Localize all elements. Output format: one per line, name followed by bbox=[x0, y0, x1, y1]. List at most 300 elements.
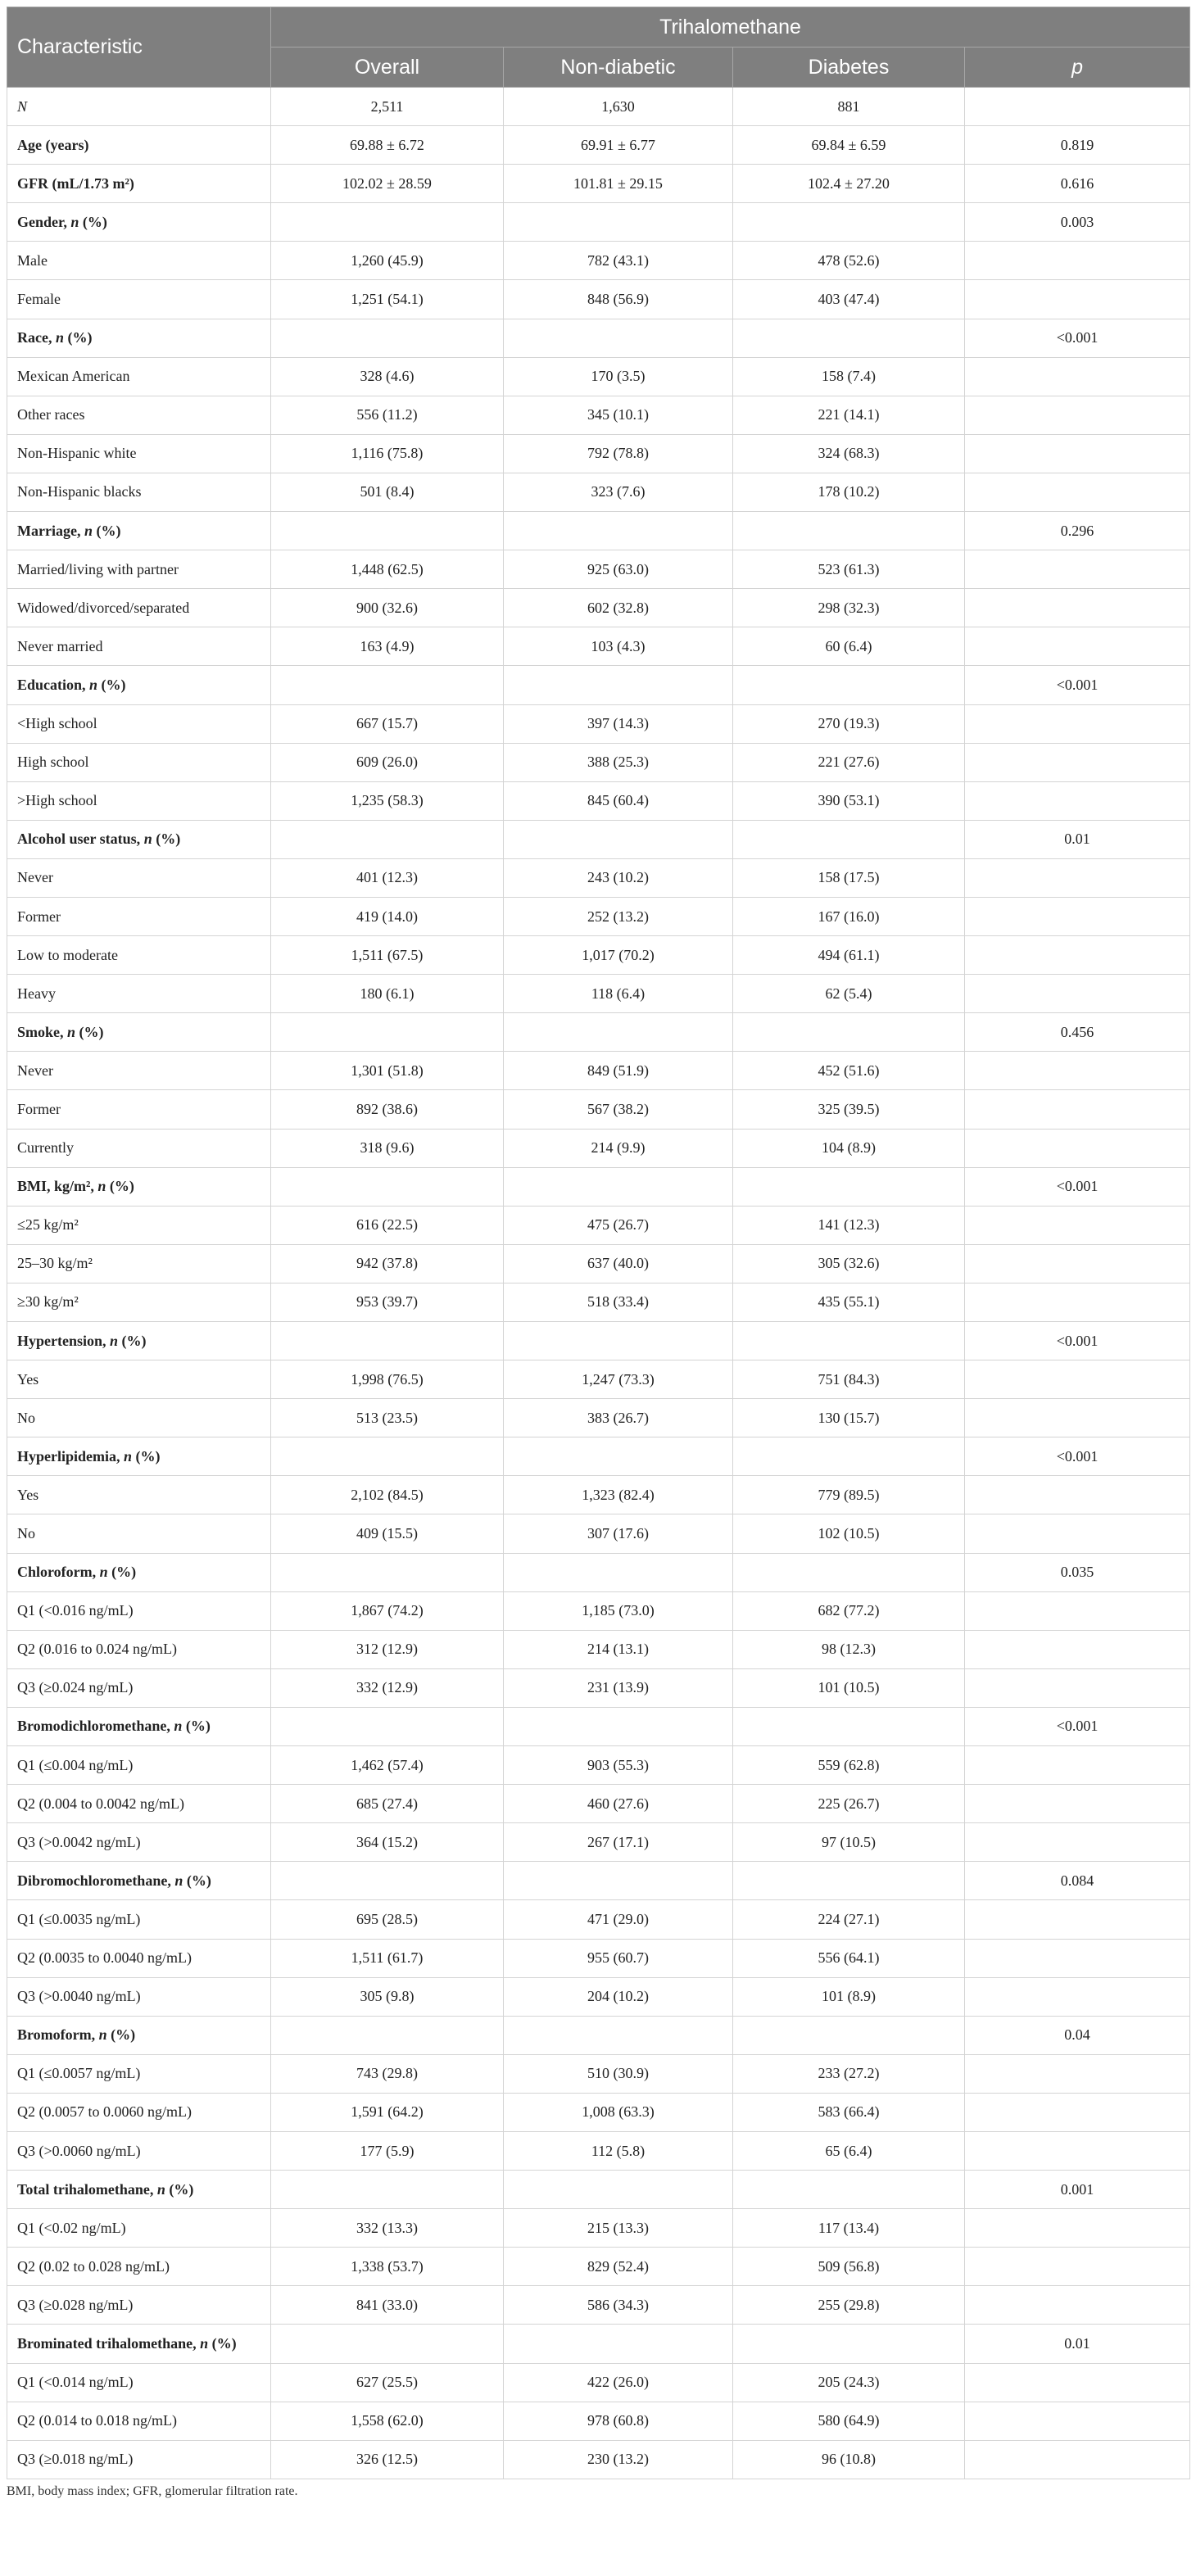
cell-diabetes bbox=[733, 1167, 965, 1206]
cell-non-diabetic: 422 (26.0) bbox=[504, 2363, 733, 2402]
table-row bbox=[7, 2325, 1190, 2363]
row-label: Widowed/divorced/separated bbox=[7, 589, 271, 627]
cell-non-diabetic bbox=[504, 1707, 733, 1745]
cell-non-diabetic: 460 (27.6) bbox=[504, 1785, 733, 1823]
table-row bbox=[7, 2440, 1190, 2479]
cell-diabetes: 324 (68.3) bbox=[733, 434, 965, 473]
cell-overall: 1,301 (51.8) bbox=[271, 1052, 504, 1090]
cell-p-value bbox=[965, 2054, 1190, 2093]
cell-p-value bbox=[965, 975, 1190, 1013]
cell-overall bbox=[271, 203, 504, 242]
table-row bbox=[7, 2016, 1190, 2054]
cell-non-diabetic: 204 (10.2) bbox=[504, 1977, 733, 2016]
cell-overall: 401 (12.3) bbox=[271, 858, 504, 897]
cell-p-value bbox=[965, 1977, 1190, 2016]
cell-diabetes: 233 (27.2) bbox=[733, 2054, 965, 2093]
row-label: Q3 (≥0.024 ng/mL) bbox=[7, 1668, 271, 1707]
cell-diabetes: 305 (32.6) bbox=[733, 1244, 965, 1283]
cell-overall bbox=[271, 1707, 504, 1745]
table-row bbox=[7, 975, 1190, 1013]
table-row bbox=[7, 1360, 1190, 1399]
cell-p-value bbox=[965, 2402, 1190, 2440]
cell-p-value bbox=[965, 1900, 1190, 1939]
table-row bbox=[7, 203, 1190, 242]
cell-diabetes: 69.84 ± 6.59 bbox=[733, 126, 965, 165]
table-row bbox=[7, 1437, 1190, 1476]
row-label: No bbox=[7, 1514, 271, 1553]
row-label: Alcohol user status, n (%) bbox=[7, 820, 271, 858]
row-label: Gender, n (%) bbox=[7, 203, 271, 242]
cell-p-value bbox=[965, 1476, 1190, 1514]
cell-overall: 685 (27.4) bbox=[271, 1785, 504, 1823]
cell-diabetes: 104 (8.9) bbox=[733, 1129, 965, 1167]
row-label: Age (years) bbox=[7, 126, 271, 165]
cell-non-diabetic: 510 (30.9) bbox=[504, 2054, 733, 2093]
cell-p-value: 0.084 bbox=[965, 1862, 1190, 1900]
cell-overall: 1,511 (61.7) bbox=[271, 1939, 504, 1977]
cell-non-diabetic: 231 (13.9) bbox=[504, 1668, 733, 1707]
cell-diabetes: 141 (12.3) bbox=[733, 1206, 965, 1244]
cell-overall: 332 (12.9) bbox=[271, 1668, 504, 1707]
cell-overall: 177 (5.9) bbox=[271, 2131, 504, 2170]
cell-diabetes: 205 (24.3) bbox=[733, 2363, 965, 2402]
row-label: Hyperlipidemia, n (%) bbox=[7, 1437, 271, 1476]
cell-p-value bbox=[965, 2248, 1190, 2286]
cell-p-value bbox=[965, 1785, 1190, 1823]
table-row bbox=[7, 1862, 1190, 1900]
cell-p-value bbox=[965, 1283, 1190, 1321]
cell-diabetes bbox=[733, 2016, 965, 2054]
cell-non-diabetic: 252 (13.2) bbox=[504, 897, 733, 935]
cell-p-value: <0.001 bbox=[965, 1322, 1190, 1360]
table-row bbox=[7, 2209, 1190, 2248]
cell-non-diabetic bbox=[504, 2325, 733, 2363]
cell-non-diabetic bbox=[504, 2016, 733, 2054]
row-label: Q2 (0.004 to 0.0042 ng/mL) bbox=[7, 1785, 271, 1823]
cell-overall: 1,448 (62.5) bbox=[271, 550, 504, 589]
cell-p-value bbox=[965, 1090, 1190, 1129]
cell-non-diabetic bbox=[504, 319, 733, 357]
cell-diabetes: 881 bbox=[733, 88, 965, 126]
row-label: Bromodichloromethane, n (%) bbox=[7, 1707, 271, 1745]
cell-non-diabetic bbox=[504, 203, 733, 242]
cell-p-value bbox=[965, 1514, 1190, 1553]
cell-overall: 1,462 (57.4) bbox=[271, 1746, 504, 1785]
cell-overall: 318 (9.6) bbox=[271, 1129, 504, 1167]
cell-diabetes: 779 (89.5) bbox=[733, 1476, 965, 1514]
cell-diabetes: 221 (14.1) bbox=[733, 396, 965, 434]
table-row bbox=[7, 1129, 1190, 1167]
cell-overall: 609 (26.0) bbox=[271, 743, 504, 781]
row-label: Education, n (%) bbox=[7, 666, 271, 704]
table-row bbox=[7, 319, 1190, 357]
cell-non-diabetic bbox=[504, 1013, 733, 1052]
cell-diabetes: 556 (64.1) bbox=[733, 1939, 965, 1977]
cell-diabetes: 98 (12.3) bbox=[733, 1630, 965, 1668]
cell-non-diabetic: 1,008 (63.3) bbox=[504, 2093, 733, 2131]
row-label: Chloroform, n (%) bbox=[7, 1553, 271, 1591]
cell-diabetes: 523 (61.3) bbox=[733, 550, 965, 589]
cell-p-value bbox=[965, 242, 1190, 280]
cell-non-diabetic bbox=[504, 1553, 733, 1591]
cell-p-value bbox=[965, 2363, 1190, 2402]
row-label: Q3 (>0.0040 ng/mL) bbox=[7, 1977, 271, 2016]
row-label: Brominated trihalomethane, n (%) bbox=[7, 2325, 271, 2363]
cell-overall bbox=[271, 1322, 504, 1360]
cell-overall: 942 (37.8) bbox=[271, 1244, 504, 1283]
row-label: Never bbox=[7, 858, 271, 897]
cell-overall: 1,511 (67.5) bbox=[271, 936, 504, 975]
table-row bbox=[7, 936, 1190, 975]
table-row bbox=[7, 1591, 1190, 1630]
table-row bbox=[7, 357, 1190, 396]
cell-non-diabetic: 602 (32.8) bbox=[504, 589, 733, 627]
table-row bbox=[7, 1823, 1190, 1862]
cell-non-diabetic bbox=[504, 1322, 733, 1360]
cell-p-value bbox=[965, 88, 1190, 126]
table-row bbox=[7, 126, 1190, 165]
cell-p-value bbox=[965, 1630, 1190, 1668]
cell-diabetes: 224 (27.1) bbox=[733, 1900, 965, 1939]
cell-p-value bbox=[965, 1399, 1190, 1437]
table-row bbox=[7, 1746, 1190, 1785]
cell-overall: 305 (9.8) bbox=[271, 1977, 504, 2016]
cell-overall: 743 (29.8) bbox=[271, 2054, 504, 2093]
table-row bbox=[7, 704, 1190, 743]
table-row bbox=[7, 396, 1190, 434]
table-row bbox=[7, 1090, 1190, 1129]
cell-diabetes: 65 (6.4) bbox=[733, 2131, 965, 2170]
cell-diabetes: 270 (19.3) bbox=[733, 704, 965, 743]
cell-diabetes: 390 (53.1) bbox=[733, 781, 965, 820]
table-row bbox=[7, 165, 1190, 203]
table-row bbox=[7, 242, 1190, 280]
row-label: Smoke, n (%) bbox=[7, 1013, 271, 1052]
cell-diabetes bbox=[733, 1013, 965, 1052]
cell-overall: 627 (25.5) bbox=[271, 2363, 504, 2402]
table-body bbox=[7, 88, 1190, 2479]
cell-p-value bbox=[965, 1668, 1190, 1707]
cell-p-value bbox=[965, 2209, 1190, 2248]
cell-non-diabetic: 215 (13.3) bbox=[504, 2209, 733, 2248]
table-row bbox=[7, 1206, 1190, 1244]
table-row bbox=[7, 2054, 1190, 2093]
cell-p-value bbox=[965, 1206, 1190, 1244]
cell-non-diabetic: 112 (5.8) bbox=[504, 2131, 733, 2170]
row-label: Hypertension, n (%) bbox=[7, 1322, 271, 1360]
row-label: Other races bbox=[7, 396, 271, 434]
cell-overall: 1,116 (75.8) bbox=[271, 434, 504, 473]
cell-overall bbox=[271, 1013, 504, 1052]
cell-non-diabetic: 848 (56.9) bbox=[504, 280, 733, 319]
cell-p-value bbox=[965, 704, 1190, 743]
cell-overall: 102.02 ± 28.59 bbox=[271, 165, 504, 203]
row-label: Dibromochloromethane, n (%) bbox=[7, 1862, 271, 1900]
cell-p-value bbox=[965, 550, 1190, 589]
cell-non-diabetic bbox=[504, 512, 733, 550]
cell-diabetes: 225 (26.7) bbox=[733, 1785, 965, 1823]
cell-p-value: <0.001 bbox=[965, 1167, 1190, 1206]
cell-overall: 69.88 ± 6.72 bbox=[271, 126, 504, 165]
cell-overall bbox=[271, 820, 504, 858]
cell-diabetes: 580 (64.9) bbox=[733, 2402, 965, 2440]
cell-p-value bbox=[965, 589, 1190, 627]
cell-overall: 180 (6.1) bbox=[271, 975, 504, 1013]
cell-diabetes bbox=[733, 2171, 965, 2209]
cell-p-value: 0.001 bbox=[965, 2171, 1190, 2209]
cell-overall: 667 (15.7) bbox=[271, 704, 504, 743]
row-label: Q2 (0.0035 to 0.0040 ng/mL) bbox=[7, 1939, 271, 1977]
cell-diabetes: 102 (10.5) bbox=[733, 1514, 965, 1553]
cell-diabetes: 509 (56.8) bbox=[733, 2248, 965, 2286]
cell-non-diabetic: 792 (78.8) bbox=[504, 434, 733, 473]
cell-p-value: 0.035 bbox=[965, 1553, 1190, 1591]
cell-non-diabetic: 214 (13.1) bbox=[504, 1630, 733, 1668]
cell-overall bbox=[271, 1862, 504, 1900]
row-label: Female bbox=[7, 280, 271, 319]
row-label: Q3 (≥0.028 ng/mL) bbox=[7, 2286, 271, 2325]
cell-overall: 2,102 (84.5) bbox=[271, 1476, 504, 1514]
row-label: Mexican American bbox=[7, 357, 271, 396]
cell-diabetes bbox=[733, 1707, 965, 1745]
cell-overall: 1,235 (58.3) bbox=[271, 781, 504, 820]
table-row bbox=[7, 2402, 1190, 2440]
cell-p-value bbox=[965, 2093, 1190, 2131]
cell-overall bbox=[271, 2325, 504, 2363]
row-label: BMI, kg/m², n (%) bbox=[7, 1167, 271, 1206]
cell-non-diabetic bbox=[504, 1862, 733, 1900]
row-label: <High school bbox=[7, 704, 271, 743]
cell-non-diabetic: 567 (38.2) bbox=[504, 1090, 733, 1129]
cell-non-diabetic: 1,017 (70.2) bbox=[504, 936, 733, 975]
cell-diabetes: 452 (51.6) bbox=[733, 1052, 965, 1090]
cell-non-diabetic: 845 (60.4) bbox=[504, 781, 733, 820]
cell-p-value bbox=[965, 936, 1190, 975]
table-row bbox=[7, 434, 1190, 473]
cell-diabetes bbox=[733, 1322, 965, 1360]
table-row bbox=[7, 820, 1190, 858]
cell-diabetes: 62 (5.4) bbox=[733, 975, 965, 1013]
cell-p-value bbox=[965, 1591, 1190, 1630]
row-label: High school bbox=[7, 743, 271, 781]
cell-non-diabetic: 829 (52.4) bbox=[504, 2248, 733, 2286]
table-container bbox=[7, 7, 1189, 2499]
cell-p-value bbox=[965, 2286, 1190, 2325]
cell-non-diabetic: 230 (13.2) bbox=[504, 2440, 733, 2479]
table-row bbox=[7, 1785, 1190, 1823]
row-label: N bbox=[7, 88, 271, 126]
row-label: Male bbox=[7, 242, 271, 280]
cell-overall: 1,260 (45.9) bbox=[271, 242, 504, 280]
cell-p-value bbox=[965, 2440, 1190, 2479]
cell-non-diabetic: 388 (25.3) bbox=[504, 743, 733, 781]
cell-non-diabetic: 955 (60.7) bbox=[504, 1939, 733, 1977]
row-label: Race, n (%) bbox=[7, 319, 271, 357]
table-row bbox=[7, 858, 1190, 897]
row-label: Never bbox=[7, 1052, 271, 1090]
table-row bbox=[7, 1900, 1190, 1939]
table-row bbox=[7, 1399, 1190, 1437]
cell-non-diabetic: 586 (34.3) bbox=[504, 2286, 733, 2325]
cell-diabetes: 101 (8.9) bbox=[733, 1977, 965, 2016]
cell-non-diabetic: 170 (3.5) bbox=[504, 357, 733, 396]
cell-p-value: <0.001 bbox=[965, 1437, 1190, 1476]
table-row bbox=[7, 1553, 1190, 1591]
table-row bbox=[7, 2363, 1190, 2402]
cell-non-diabetic bbox=[504, 1167, 733, 1206]
row-label: Q2 (0.0057 to 0.0060 ng/mL) bbox=[7, 2093, 271, 2131]
cell-overall: 409 (15.5) bbox=[271, 1514, 504, 1553]
table-row bbox=[7, 473, 1190, 511]
cell-non-diabetic: 214 (9.9) bbox=[504, 1129, 733, 1167]
cell-overall: 513 (23.5) bbox=[271, 1399, 504, 1437]
header-overall: Overall bbox=[271, 48, 504, 88]
table-row bbox=[7, 1707, 1190, 1745]
cell-overall bbox=[271, 666, 504, 704]
cell-overall: 163 (4.9) bbox=[271, 627, 504, 666]
cell-overall: 556 (11.2) bbox=[271, 396, 504, 434]
table-row bbox=[7, 589, 1190, 627]
cell-diabetes bbox=[733, 1437, 965, 1476]
row-label: Never married bbox=[7, 627, 271, 666]
cell-diabetes: 221 (27.6) bbox=[733, 743, 965, 781]
cell-diabetes: 158 (7.4) bbox=[733, 357, 965, 396]
cell-overall: 332 (13.3) bbox=[271, 2209, 504, 2248]
characteristics-table bbox=[7, 7, 1190, 2479]
row-label: GFR (mL/1.73 m²) bbox=[7, 165, 271, 203]
row-label: >High school bbox=[7, 781, 271, 820]
cell-overall bbox=[271, 2171, 504, 2209]
cell-overall: 616 (22.5) bbox=[271, 1206, 504, 1244]
row-label: Q1 (≤0.0035 ng/mL) bbox=[7, 1900, 271, 1939]
cell-p-value bbox=[965, 1129, 1190, 1167]
cell-diabetes: 60 (6.4) bbox=[733, 627, 965, 666]
table-row bbox=[7, 1013, 1190, 1052]
cell-p-value bbox=[965, 1360, 1190, 1399]
cell-overall: 326 (12.5) bbox=[271, 2440, 504, 2479]
cell-overall: 900 (32.6) bbox=[271, 589, 504, 627]
cell-diabetes: 97 (10.5) bbox=[733, 1823, 965, 1862]
header-diabetes: Diabetes bbox=[733, 48, 965, 88]
cell-overall: 841 (33.0) bbox=[271, 2286, 504, 2325]
cell-diabetes: 101 (10.5) bbox=[733, 1668, 965, 1707]
table-row bbox=[7, 666, 1190, 704]
table-row bbox=[7, 1630, 1190, 1668]
row-label: Q2 (0.02 to 0.028 ng/mL) bbox=[7, 2248, 271, 2286]
row-label: Q3 (≥0.018 ng/mL) bbox=[7, 2440, 271, 2479]
cell-p-value bbox=[965, 627, 1190, 666]
cell-p-value bbox=[965, 1052, 1190, 1090]
cell-diabetes: 255 (29.8) bbox=[733, 2286, 965, 2325]
cell-diabetes: 298 (32.3) bbox=[733, 589, 965, 627]
row-label: ≥30 kg/m² bbox=[7, 1283, 271, 1321]
row-label: No bbox=[7, 1399, 271, 1437]
cell-overall: 953 (39.7) bbox=[271, 1283, 504, 1321]
cell-non-diabetic: 903 (55.3) bbox=[504, 1746, 733, 1785]
table-row bbox=[7, 2093, 1190, 2131]
cell-p-value bbox=[965, 434, 1190, 473]
cell-overall bbox=[271, 1167, 504, 1206]
cell-non-diabetic: 471 (29.0) bbox=[504, 1900, 733, 1939]
table-row bbox=[7, 2286, 1190, 2325]
cell-overall: 312 (12.9) bbox=[271, 1630, 504, 1668]
cell-p-value: <0.001 bbox=[965, 666, 1190, 704]
cell-non-diabetic: 307 (17.6) bbox=[504, 1514, 733, 1553]
cell-p-value bbox=[965, 1746, 1190, 1785]
cell-p-value: 0.01 bbox=[965, 2325, 1190, 2363]
cell-overall bbox=[271, 2016, 504, 2054]
table-row bbox=[7, 1167, 1190, 1206]
row-label: Q2 (0.014 to 0.018 ng/mL) bbox=[7, 2402, 271, 2440]
cell-diabetes: 325 (39.5) bbox=[733, 1090, 965, 1129]
cell-p-value bbox=[965, 1244, 1190, 1283]
cell-diabetes: 751 (84.3) bbox=[733, 1360, 965, 1399]
row-label: Q1 (≤0.0057 ng/mL) bbox=[7, 2054, 271, 2093]
cell-p-value: 0.456 bbox=[965, 1013, 1190, 1052]
cell-non-diabetic bbox=[504, 820, 733, 858]
cell-non-diabetic: 849 (51.9) bbox=[504, 1052, 733, 1090]
cell-overall: 892 (38.6) bbox=[271, 1090, 504, 1129]
row-label: Former bbox=[7, 1090, 271, 1129]
cell-diabetes bbox=[733, 820, 965, 858]
cell-overall bbox=[271, 1553, 504, 1591]
cell-diabetes: 583 (66.4) bbox=[733, 2093, 965, 2131]
table-row bbox=[7, 1977, 1190, 2016]
cell-p-value: 0.616 bbox=[965, 165, 1190, 203]
row-label: Heavy bbox=[7, 975, 271, 1013]
cell-diabetes: 178 (10.2) bbox=[733, 473, 965, 511]
row-label: Q1 (<0.02 ng/mL) bbox=[7, 2209, 271, 2248]
table-row bbox=[7, 2171, 1190, 2209]
table-row bbox=[7, 512, 1190, 550]
row-label: Former bbox=[7, 897, 271, 935]
cell-p-value bbox=[965, 1939, 1190, 1977]
table-header bbox=[7, 7, 1190, 88]
cell-p-value bbox=[965, 781, 1190, 820]
row-label: Q1 (<0.014 ng/mL) bbox=[7, 2363, 271, 2402]
cell-non-diabetic: 103 (4.3) bbox=[504, 627, 733, 666]
table-row bbox=[7, 781, 1190, 820]
table-row bbox=[7, 1052, 1190, 1090]
cell-p-value bbox=[965, 743, 1190, 781]
header-p: p bbox=[965, 48, 1190, 88]
cell-p-value bbox=[965, 858, 1190, 897]
cell-non-diabetic: 518 (33.4) bbox=[504, 1283, 733, 1321]
table-row bbox=[7, 897, 1190, 935]
row-label: Yes bbox=[7, 1360, 271, 1399]
row-label: Q3 (>0.0060 ng/mL) bbox=[7, 2131, 271, 2170]
cell-non-diabetic: 323 (7.6) bbox=[504, 473, 733, 511]
cell-p-value bbox=[965, 280, 1190, 319]
cell-non-diabetic: 637 (40.0) bbox=[504, 1244, 733, 1283]
cell-non-diabetic: 397 (14.3) bbox=[504, 704, 733, 743]
row-label: Married/living with partner bbox=[7, 550, 271, 589]
table-row bbox=[7, 2248, 1190, 2286]
row-label: ≤25 kg/m² bbox=[7, 1206, 271, 1244]
cell-diabetes: 494 (61.1) bbox=[733, 936, 965, 975]
cell-overall bbox=[271, 512, 504, 550]
row-label: Low to moderate bbox=[7, 936, 271, 975]
cell-non-diabetic: 69.91 ± 6.77 bbox=[504, 126, 733, 165]
cell-non-diabetic: 1,185 (73.0) bbox=[504, 1591, 733, 1630]
cell-p-value bbox=[965, 396, 1190, 434]
cell-p-value bbox=[965, 473, 1190, 511]
cell-diabetes: 96 (10.8) bbox=[733, 2440, 965, 2479]
cell-non-diabetic bbox=[504, 2171, 733, 2209]
cell-non-diabetic: 383 (26.7) bbox=[504, 1399, 733, 1437]
row-label: Non-Hispanic white bbox=[7, 434, 271, 473]
cell-diabetes: 102.4 ± 27.20 bbox=[733, 165, 965, 203]
